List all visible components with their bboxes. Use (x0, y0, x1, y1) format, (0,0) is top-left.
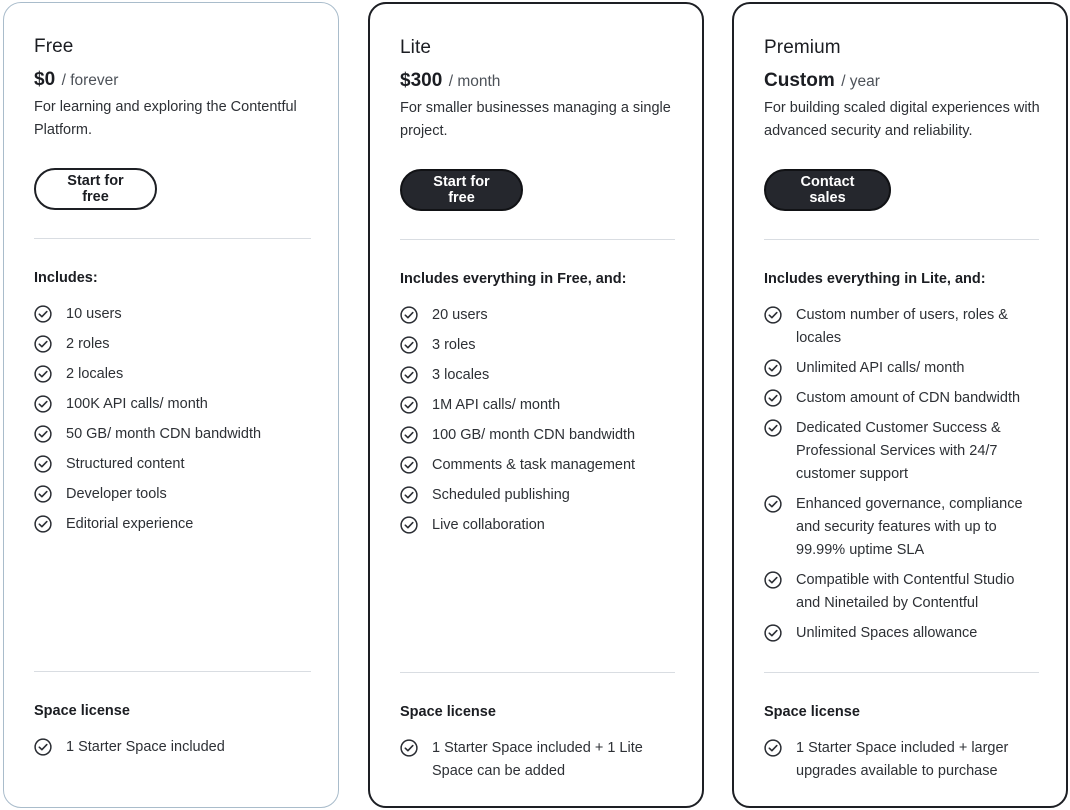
feature-item (764, 569, 1039, 615)
check-circle-icon (764, 306, 782, 324)
plan-price: $0 (34, 69, 56, 90)
divider (400, 239, 675, 240)
check-circle-icon (764, 359, 782, 377)
feature-item (400, 484, 675, 507)
feature-text: 10 users (66, 306, 122, 322)
check-circle-icon (34, 515, 52, 533)
feature-item (764, 622, 1039, 645)
plan-price: $300 (400, 70, 443, 91)
features-title: Includes everything in Lite, and: (764, 271, 986, 287)
check-circle-icon (400, 516, 418, 534)
feature-item (34, 513, 311, 536)
feature-text: Compatible with Contentful Studio and Ninetailed by Contentful (796, 572, 1015, 611)
feature-text: Dedicated Customer Success & Professional Services with 24/7 customer support (796, 420, 1001, 482)
feature-text: Structured content (66, 456, 185, 472)
plan-description: For learning and exploring the Contentful Platform. (34, 99, 297, 138)
check-circle-icon (34, 305, 52, 323)
feature-list (764, 304, 1039, 652)
feature-item (400, 334, 675, 357)
check-circle-icon (764, 389, 782, 407)
feature-item (34, 303, 311, 326)
license-list (400, 737, 675, 790)
feature-text: Scheduled publishing (432, 487, 570, 503)
plan-card-free (3, 2, 339, 808)
check-circle-icon (34, 485, 52, 503)
feature-text: 20 users (432, 307, 488, 323)
check-circle-icon (400, 426, 418, 444)
divider (34, 238, 311, 239)
feature-text: 1 Starter Space included (66, 739, 225, 755)
feature-text: 100K API calls/ month (66, 396, 208, 412)
feature-item (34, 333, 311, 356)
feature-item (400, 424, 675, 447)
feature-text: 100 GB/ month CDN bandwidth (432, 427, 636, 443)
feature-text: Unlimited API calls/ month (796, 360, 965, 376)
license-list (34, 736, 311, 766)
license-list (764, 737, 1039, 790)
check-circle-icon (400, 739, 418, 757)
price-row (34, 69, 118, 91)
check-circle-icon (400, 486, 418, 504)
feature-text: 1M API calls/ month (432, 397, 561, 413)
plan-card-premium (732, 2, 1068, 808)
check-circle-icon (400, 396, 418, 414)
feature-item (764, 357, 1039, 380)
divider (764, 672, 1039, 673)
check-circle-icon (764, 739, 782, 757)
check-circle-icon (400, 456, 418, 474)
feature-item (764, 304, 1039, 350)
feature-item (400, 394, 675, 417)
check-circle-icon (400, 366, 418, 384)
check-circle-icon (34, 335, 52, 353)
check-circle-icon (34, 738, 52, 756)
check-circle-icon (764, 495, 782, 513)
check-circle-icon (34, 395, 52, 413)
feature-item (34, 483, 311, 506)
check-circle-icon (34, 365, 52, 383)
price-row (764, 70, 880, 92)
feature-text: Unlimited Spaces allowance (796, 625, 978, 641)
plan-name: Premium (764, 37, 841, 58)
feature-item (34, 423, 311, 446)
check-circle-icon (34, 455, 52, 473)
feature-text: 3 locales (432, 367, 490, 383)
plan-period: / forever (61, 72, 119, 89)
feature-item (34, 453, 311, 476)
feature-item (764, 493, 1039, 562)
start-for-free-button[interactable]: Start for free (400, 169, 523, 211)
start-for-free-button[interactable]: Start for free (34, 168, 157, 210)
feature-list (34, 303, 311, 543)
plan-name: Lite (400, 37, 432, 58)
space-license-title: Space license (400, 704, 496, 720)
plan-card-lite (368, 2, 704, 808)
feature-text: 1 Starter Space included + larger upgrades available to purchase (796, 740, 1009, 779)
plan-period: / year (841, 73, 880, 90)
divider (764, 239, 1039, 240)
check-circle-icon (764, 419, 782, 437)
check-circle-icon (400, 336, 418, 354)
feature-item (764, 387, 1039, 410)
feature-text: 1 Starter Space included + 1 Lite Space can be added (432, 740, 643, 779)
feature-item (400, 454, 675, 477)
divider (34, 671, 311, 672)
feature-text: Enhanced governance, compliance and security features with up to 99.99% uptime SLA (796, 496, 1023, 558)
feature-item (764, 417, 1039, 486)
plan-period: / month (448, 73, 501, 90)
features-title: Includes everything in Free, and: (400, 271, 627, 287)
feature-list (400, 304, 675, 544)
feature-item (34, 393, 311, 416)
feature-text: 2 locales (66, 366, 124, 382)
check-circle-icon (34, 425, 52, 443)
feature-item (34, 363, 311, 386)
feature-item (400, 514, 675, 537)
contact-sales-button[interactable]: Contact sales (764, 169, 891, 211)
check-circle-icon (764, 624, 782, 642)
feature-text: 2 roles (66, 336, 110, 352)
feature-item (34, 736, 311, 759)
plan-description: For building scaled digital experiences with advanced security and reliability. (764, 100, 1040, 139)
plan-price: Custom (764, 70, 835, 91)
feature-text: Live collaboration (432, 517, 545, 533)
check-circle-icon (400, 306, 418, 324)
divider (400, 672, 675, 673)
feature-text: Custom amount of CDN bandwidth (796, 390, 1021, 406)
feature-item (400, 737, 675, 783)
feature-item (400, 304, 675, 327)
features-title: Includes: (34, 270, 98, 286)
check-circle-icon (764, 571, 782, 589)
feature-text: Custom number of users, roles & locales (796, 307, 1008, 346)
plan-name: Free (34, 36, 74, 57)
feature-item (764, 737, 1039, 783)
space-license-title: Space license (34, 703, 130, 719)
plan-description: For smaller businesses managing a single project. (400, 100, 671, 139)
feature-text: 50 GB/ month CDN bandwidth (66, 426, 262, 442)
feature-text: 3 roles (432, 337, 476, 353)
feature-item (400, 364, 675, 387)
feature-text: Comments & task management (432, 457, 636, 473)
feature-text: Developer tools (66, 486, 167, 502)
price-row (400, 70, 500, 92)
feature-text: Editorial experience (66, 516, 194, 532)
space-license-title: Space license (764, 704, 860, 720)
